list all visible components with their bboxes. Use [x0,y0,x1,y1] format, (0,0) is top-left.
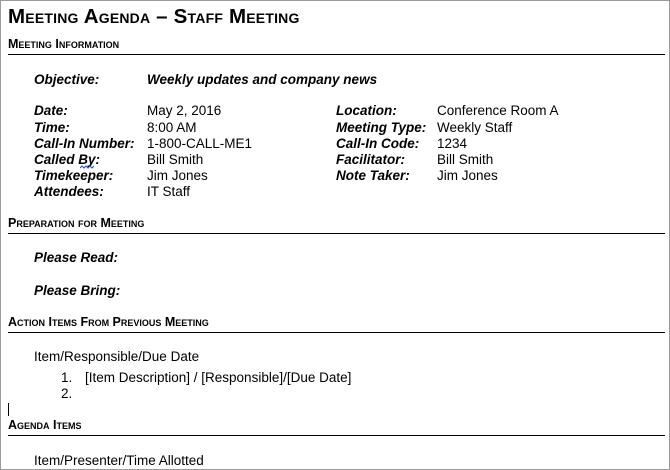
facilitator-label: Facilitator: [336,152,406,167]
list-item-number: 2. [61,386,73,401]
timekeeper-value: Jim Jones [147,168,208,183]
objective-value: Weekly updates and company news [147,72,378,87]
note-taker-label: Note Taker: [336,168,410,183]
section-heading-action-items: Action Items From Previous Meeting [8,315,209,329]
meeting-type-label: Meeting Type: [336,120,427,135]
location-value: Conference Room A [437,103,559,118]
called-by-label: Called By: [34,152,101,167]
list-item: [Item Description] / [Responsible]/[Due Date] [85,370,352,385]
time-value: 8:00 AM [147,120,197,135]
meeting-type-value: Weekly Staff [437,120,513,135]
date-value: May 2, 2016 [147,103,222,118]
call-in-code-value: 1234 [437,136,468,151]
attendees-value: IT Staff [147,184,191,199]
agenda-header-line: Item/Presenter/Time Allotted [34,453,204,468]
document-title: Meeting Agenda – Staff Meeting [8,5,300,28]
attendees-label: Attendees: [34,184,104,199]
date-label: Date: [34,103,68,118]
section-heading-agenda-items: Agenda Items [8,418,82,432]
section-heading-preparation: Preparation for Meeting [8,216,145,230]
call-in-code-label: Call-In Code: [336,136,420,151]
section-rule [8,233,665,234]
section-rule [8,435,665,436]
objective-label: Objective: [34,72,100,87]
section-heading-meeting-information: Meeting Information [8,37,120,51]
time-label: Time: [34,120,70,135]
call-in-number-label: Call-In Number: [34,136,135,151]
please-bring-label: Please Bring: [34,283,121,298]
location-label: Location: [336,103,397,118]
action-items-header-line: Item/Responsible/Due Date [34,349,200,364]
facilitator-value: Bill Smith [437,152,494,167]
timekeeper-label: Timekeeper: [34,168,114,183]
section-rule [8,54,665,55]
call-in-number-value: 1-800-CALL-ME1 [147,136,253,151]
list-item-number: 1. [61,370,73,385]
section-rule [8,332,665,333]
called-by-value: Bill Smith [147,152,204,167]
spellcheck-squiggle-icon [80,165,94,170]
note-taker-value: Jim Jones [437,168,498,183]
text-cursor[interactable] [8,403,9,416]
please-read-label: Please Read: [34,250,119,265]
